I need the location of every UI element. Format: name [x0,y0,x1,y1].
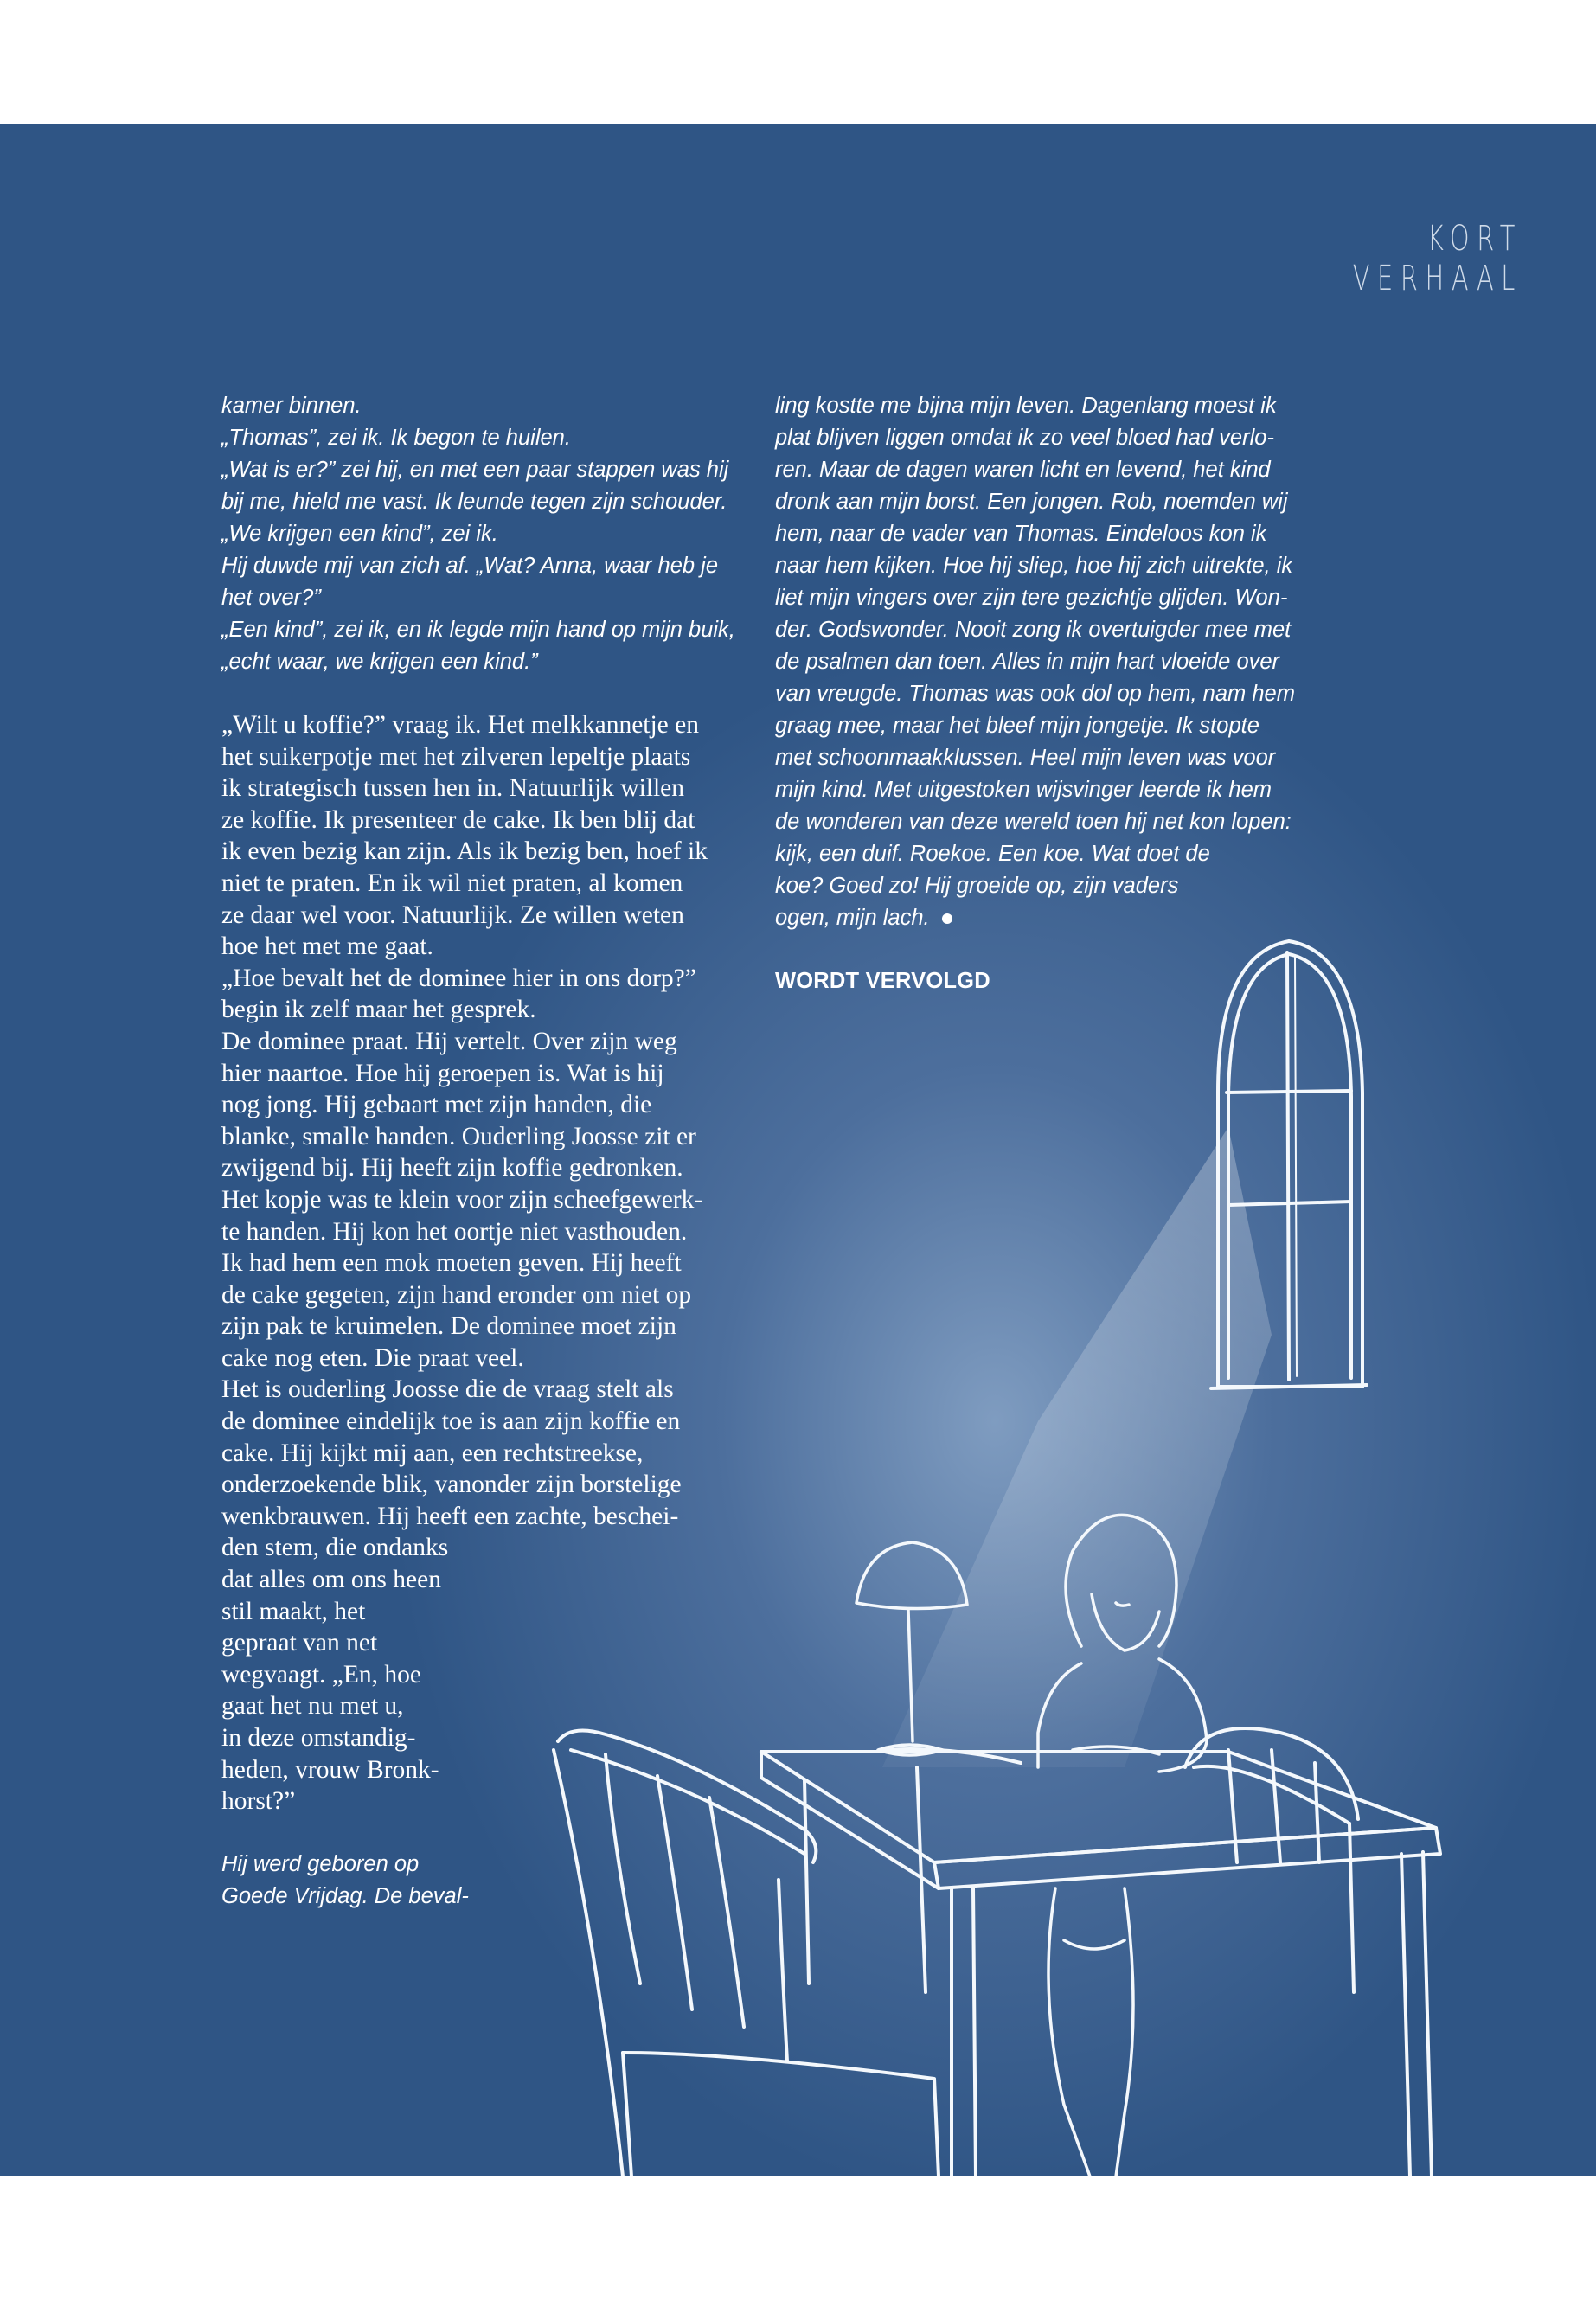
table-lamp-drawing [856,1542,967,1755]
table-drawing [761,1749,1440,2176]
left-main-text: „Wilt u koffie?” vraag ik. Het melkkannetje en het suikerpotje met het zilveren lepeltje plaats ik strategisch tussen hen in. Natuurlijk willen ze koffie. Ik presenteer de cake. Ik ben blij dat ik even bezig kan zijn. Als ik bezig ben, hoef ik niet te praten. En ik wil niet praten, al komen ze daar wel voor. Natuurlijk. Ze willen weten hoe het met me gaat. „Hoe bevalt het de dominee hier in ons dorp?” begin ik zelf maar het gesprek. De dominee praat. Hij vertelt. Over zijn weg hier naartoe. Hoe hij geroepen is. Wat is hij nog jong. Hij gebaart met zijn handen, die blanke, smalle handen. Ouderling Joosse zit er zwijgend bij. Hij heeft zijn koffie gedronken. Het kopje was te klein voor zijn scheefgewerk- te handen. Hij kon het oortje niet vasthouden. Ik had hem een mok moeten geven. Hij heeft de cake gegeten, zijn hand eronder om niet op zijn pak te kruimelen. De dominee moet zijn cake nog eten. Die praat veel. Het is ouderling Joosse die de vraag stelt als de dominee eindelijk toe is aan zijn koffie en cake. Hij kijkt mij aan, een rechtstreekse, onderzoekende blik, vanonder zijn borstelige wenkbrauwen. Hij heeft een zachte, beschei- den stem, die ondanks dat alles om ons heen stil maakt, het gepraat van net wegvaagt. „En, hoe gaat het nu met u, in deze omstandig- heden, vrouw Bronk- horst?” [221,711,708,1816]
front-chair-drawing [554,1731,939,2177]
right-italic-body: ling kostte me bijna mijn leven. Dagenlang moest ik plat blijven liggen omdat ik zo veel bloed had verlo- ren. Maar de dagen waren licht en levend, het kind dronk aan mijn borst. Een jongen. Rob, noemden wij hem, naar de vader van Thomas. Eindeloos kon ik naar hem kijken. Hoe hij sliep, hoe hij zich uitrekte, ik liet mijn vingers over zijn tere gezichtje glijden. Won- der. Godswonder. Nooit zong ik overtuigder mee met de psalmen dan toen. Alles in mijn hart vloeide over van vreugde. Thomas was ook dol op hem, nam hem graag mee, maar het bleef mijn jongetje. Ik stopte met schoonmaakklussen. Heel mijn leven was voor mijn kind. Met uitgestoken wijsvinger leerde ik hem de wonderen van deze wereld toen hij net kon lopen: kijk, een duif. Roekoe. Een koe. Wat doet de koe? Goed zo! Hij groeide op, zijn vaders ogen, mijn lach. [775,394,1295,930]
section-label: KORT VERHAAL [1352,219,1522,298]
left-intro-italic: kamer binnen. „Thomas”, zei ik. Ik begon te huilen. „Wat is er?” zei hij, en met een paar stappen was hij bij me, hield me vast. Ik leunde tegen zijn schouder. „We krijgen een kind”, zei ik. Hij duwde mij van zich af. „Wat? Anna, waar heb je het over?” „Een kind”, zei ik, en ik legde mijn hand op mijn buik, „echt waar, we krijgen een kind.” [221,394,735,674]
continued-label: WORDT VERVOLGD [775,969,990,993]
page-background [0,124,1596,2176]
arched-window-drawing [1211,941,1367,1388]
sketch-illustration [0,124,1596,2176]
left-closing-italic: Hij werd geboren op Goede Vrijdag. De beval- [221,1851,469,1908]
